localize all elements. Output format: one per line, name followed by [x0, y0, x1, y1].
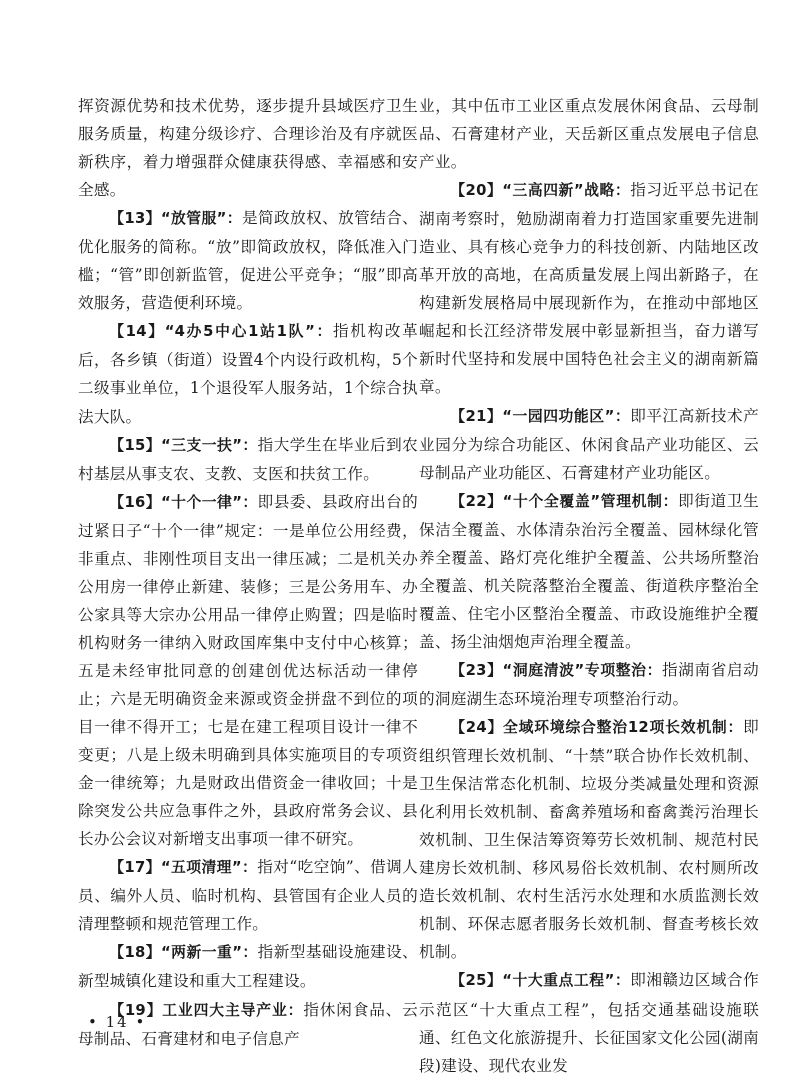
entry-16 — [78, 488, 418, 854]
entry-body: 即湘赣边区域合作示范区“十大重点工程”，包括交通基础设施联通、红色文化旅游提升、长征国家文化公园(湖南段)建设、现代农业发 — [419, 971, 759, 1075]
entry-body: 是简政放权、放管结合、优化服务的简称。“放”即简政放权，降低准入门槛；“管”即创新监管，促进公平竞争；“服”即高效服务，营造便利环境。 — [78, 209, 418, 313]
entry-body: 指新型基础设施建设、新型城镇化建设和重大工程建设。 — [78, 943, 418, 991]
entry-body: 指机构改革后，各乡镇（街道）设置4个内设行政机构，5个二级事业单位，1个退役军人服务站，1个综合执法大队。 — [78, 322, 418, 426]
entry-term: 【17】“五项清理”： — [109, 859, 258, 877]
left-column — [78, 92, 418, 1053]
entry-term: 【19】工业四大主导产业： — [109, 1001, 304, 1019]
entry-25 — [419, 966, 759, 1079]
left-continuation: 挥资源优势和技术优势，逐步提升县域医疗卫生服务质量，构建分级诊疗、合理诊治及有序就医新秩序，着力增强群众健康获得感、幸福感和安全感。 — [78, 97, 418, 200]
entry-body: 即街道卫生保洁全覆盖、水体清杂治污全覆盖、园林绿化管养全覆盖、路灯亮化维护全覆盖、公共场所整治全覆盖、机关院落整治全覆盖、街道秩序整治全覆盖、住宅小区整治全覆盖、市政设施维护全覆盖、扬尘油烟炮声治理全覆盖。 — [419, 491, 759, 651]
entry-24 — [419, 713, 759, 966]
entry-term: 【15】“三支一扶”： — [109, 436, 258, 454]
entry-22 — [419, 487, 759, 656]
entry-term: 【21】“一园四功能区”： — [450, 407, 631, 425]
entry-term: 【16】“十个一律”： — [109, 493, 258, 511]
entry-body: 即组织管理长效机制、“十禁”联合协作长效机制、卫生保洁常态化机制、垃圾分类减量处理和资源化利用长效机制、畜禽养殖场和畜禽粪污治理长效机制、卫生保洁筹资筹劳长效机制、规范村民建房长效机制、移风易俗长效机制、农村厕所改造长效机制、农村生活污水处理和水质监测长效机制、环保志愿者服务长效机制、督查考核长效机制。 — [419, 718, 759, 962]
entry-body: 指习近平总书记在湖南考察时，勉励湖南着力打造国家重要先进制造业、具有核心竞争力的科技创新、内陆地区改革开放的高地，在高质量发展上闯出新路子，在构建新发展格局中展现新作为，在推动中部地区崛起和长江经济带发展中彰显新担当，奋力谱写新时代坚持和发展中国特色社会主义的湖南新篇章。 — [419, 181, 759, 397]
right-continuation: 业，其中伍市工业区重点发展休闲食品、云母制品、石膏建材产业，天岳新区重点发展电子信息产业。 — [419, 97, 759, 172]
right-column — [419, 92, 759, 1080]
entry-body: 即平江高新技术产业园分为综合功能区、休闲食品产业功能区、云母制品产业功能区、石膏建材产业功能区。 — [419, 406, 759, 482]
page-number: • 14 • — [88, 1013, 147, 1031]
entry-17 — [78, 853, 418, 938]
entry-term: 【20】“三高四新”战略： — [450, 182, 631, 200]
entry-15 — [78, 431, 418, 488]
entry-term: 【13】“放管服”： — [109, 210, 243, 228]
entry-body: 指湖南省启动的洞庭湖生态环境治理专项整治行动。 — [419, 660, 759, 708]
entry-body: 指休闲食品、云母制品、石膏建材和电子信息产 — [78, 1000, 418, 1048]
entry-term: 【23】“洞庭清波”专项整治： — [450, 661, 663, 679]
entry-term: 【24】全域环境综合整治12项长效机制： — [450, 719, 744, 737]
entry-20 — [419, 176, 759, 401]
entry-18 — [78, 938, 418, 995]
entry-term: 【18】“两新一重”： — [109, 944, 258, 962]
entry-21 — [419, 402, 759, 487]
entry-body: 指大学生在毕业后到农村基层从事支农、支教、支医和扶贫工作。 — [78, 435, 418, 483]
entry-23 — [419, 656, 759, 713]
entry-body: 即县委、县政府出台的过紧日子“十个一律”规定：一是单位公用经费，非重点、非刚性项目支出一律压减；二是机关办公用房一律停止新建、装修；三是公务用车、办公家具等大宗办公用品一律停止购置；四是临时机构财务一律纳入财政国库集中支付中心核算；五是未经审批同意的创建创优达标活动一律停止；六是无明确资金来源或资金拼盘不到位的项目一律不得开工；七是在建工程项目设计一律不变更；八是上级未明确到具体实施项目的专项资金一律统筹；九是财政出借资金一律收回；十是除突发公共应急事件之外，县政府常务会议、县长办公会议对新增支出事项一律不研究。 — [78, 492, 418, 849]
entry-term: 【14】“4办5中心1站1队”： — [109, 323, 333, 341]
entry-term: 【22】“十个全覆盖”管理机制： — [450, 492, 679, 510]
entry-13 — [78, 204, 418, 317]
entry-body: 指对“吃空饷”、借调人员、编外人员、临时机构、县管国有企业人员的清理整顿和规范管理工作。 — [78, 858, 418, 934]
entry-14 — [78, 317, 418, 430]
entry-term: 【25】“十大重点工程”： — [450, 972, 631, 990]
